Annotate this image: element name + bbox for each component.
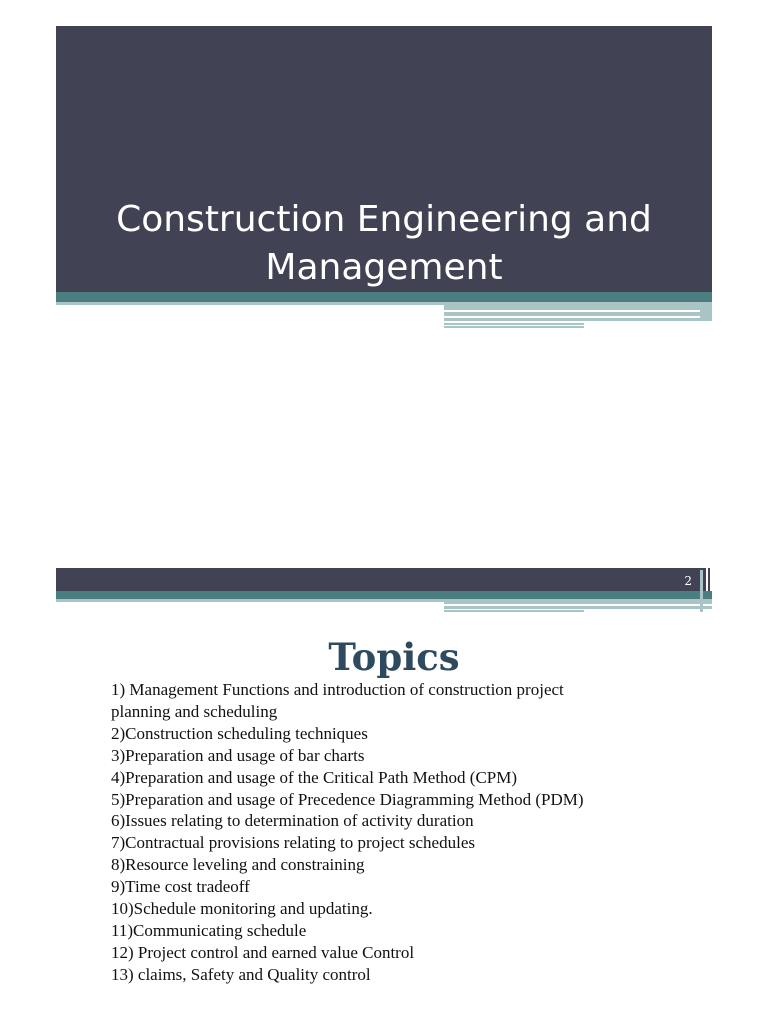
topic-item: 4)Preparation and usage of the Critical Path Method (CPM)	[111, 767, 518, 787]
page-number: 2	[684, 574, 692, 588]
topic-item: 1) Management Functions and introduction of construction project	[111, 680, 564, 699]
topic-item: 10)Schedule monitoring and updating.	[111, 899, 373, 919]
topics-list	[111, 679, 711, 986]
topic-item: 13) claims, Safety and Quality control	[111, 964, 371, 984]
topic-item: 12) Project control and earned value Control	[111, 942, 415, 962]
topic-item: planning and scheduling	[111, 701, 278, 721]
topic-item: 7)Contractual provisions relating to project schedules	[111, 833, 475, 853]
topic-item: 5)Preparation and usage of Precedence Diagramming Method (PDM)	[111, 789, 584, 809]
topic-item: 8)Resource leveling and constraining	[111, 855, 365, 875]
topic-item: 6)Issues relating to determination of activity duration	[111, 811, 474, 831]
slide-title	[56, 196, 712, 292]
topic-item: 3)Preparation and usage of bar charts	[111, 745, 365, 765]
slide2-header-band	[56, 568, 704, 591]
topic-item: 11)Communicating schedule	[111, 920, 307, 940]
topics-heading: Topics	[328, 635, 460, 679]
slide-title-line1: Construction Engineering and	[116, 199, 652, 240]
topic-item: 2)Construction scheduling techniques	[111, 723, 368, 743]
topic-item: 9)Time cost tradeoff	[111, 877, 250, 897]
slide-title-line2: Management	[265, 247, 503, 288]
